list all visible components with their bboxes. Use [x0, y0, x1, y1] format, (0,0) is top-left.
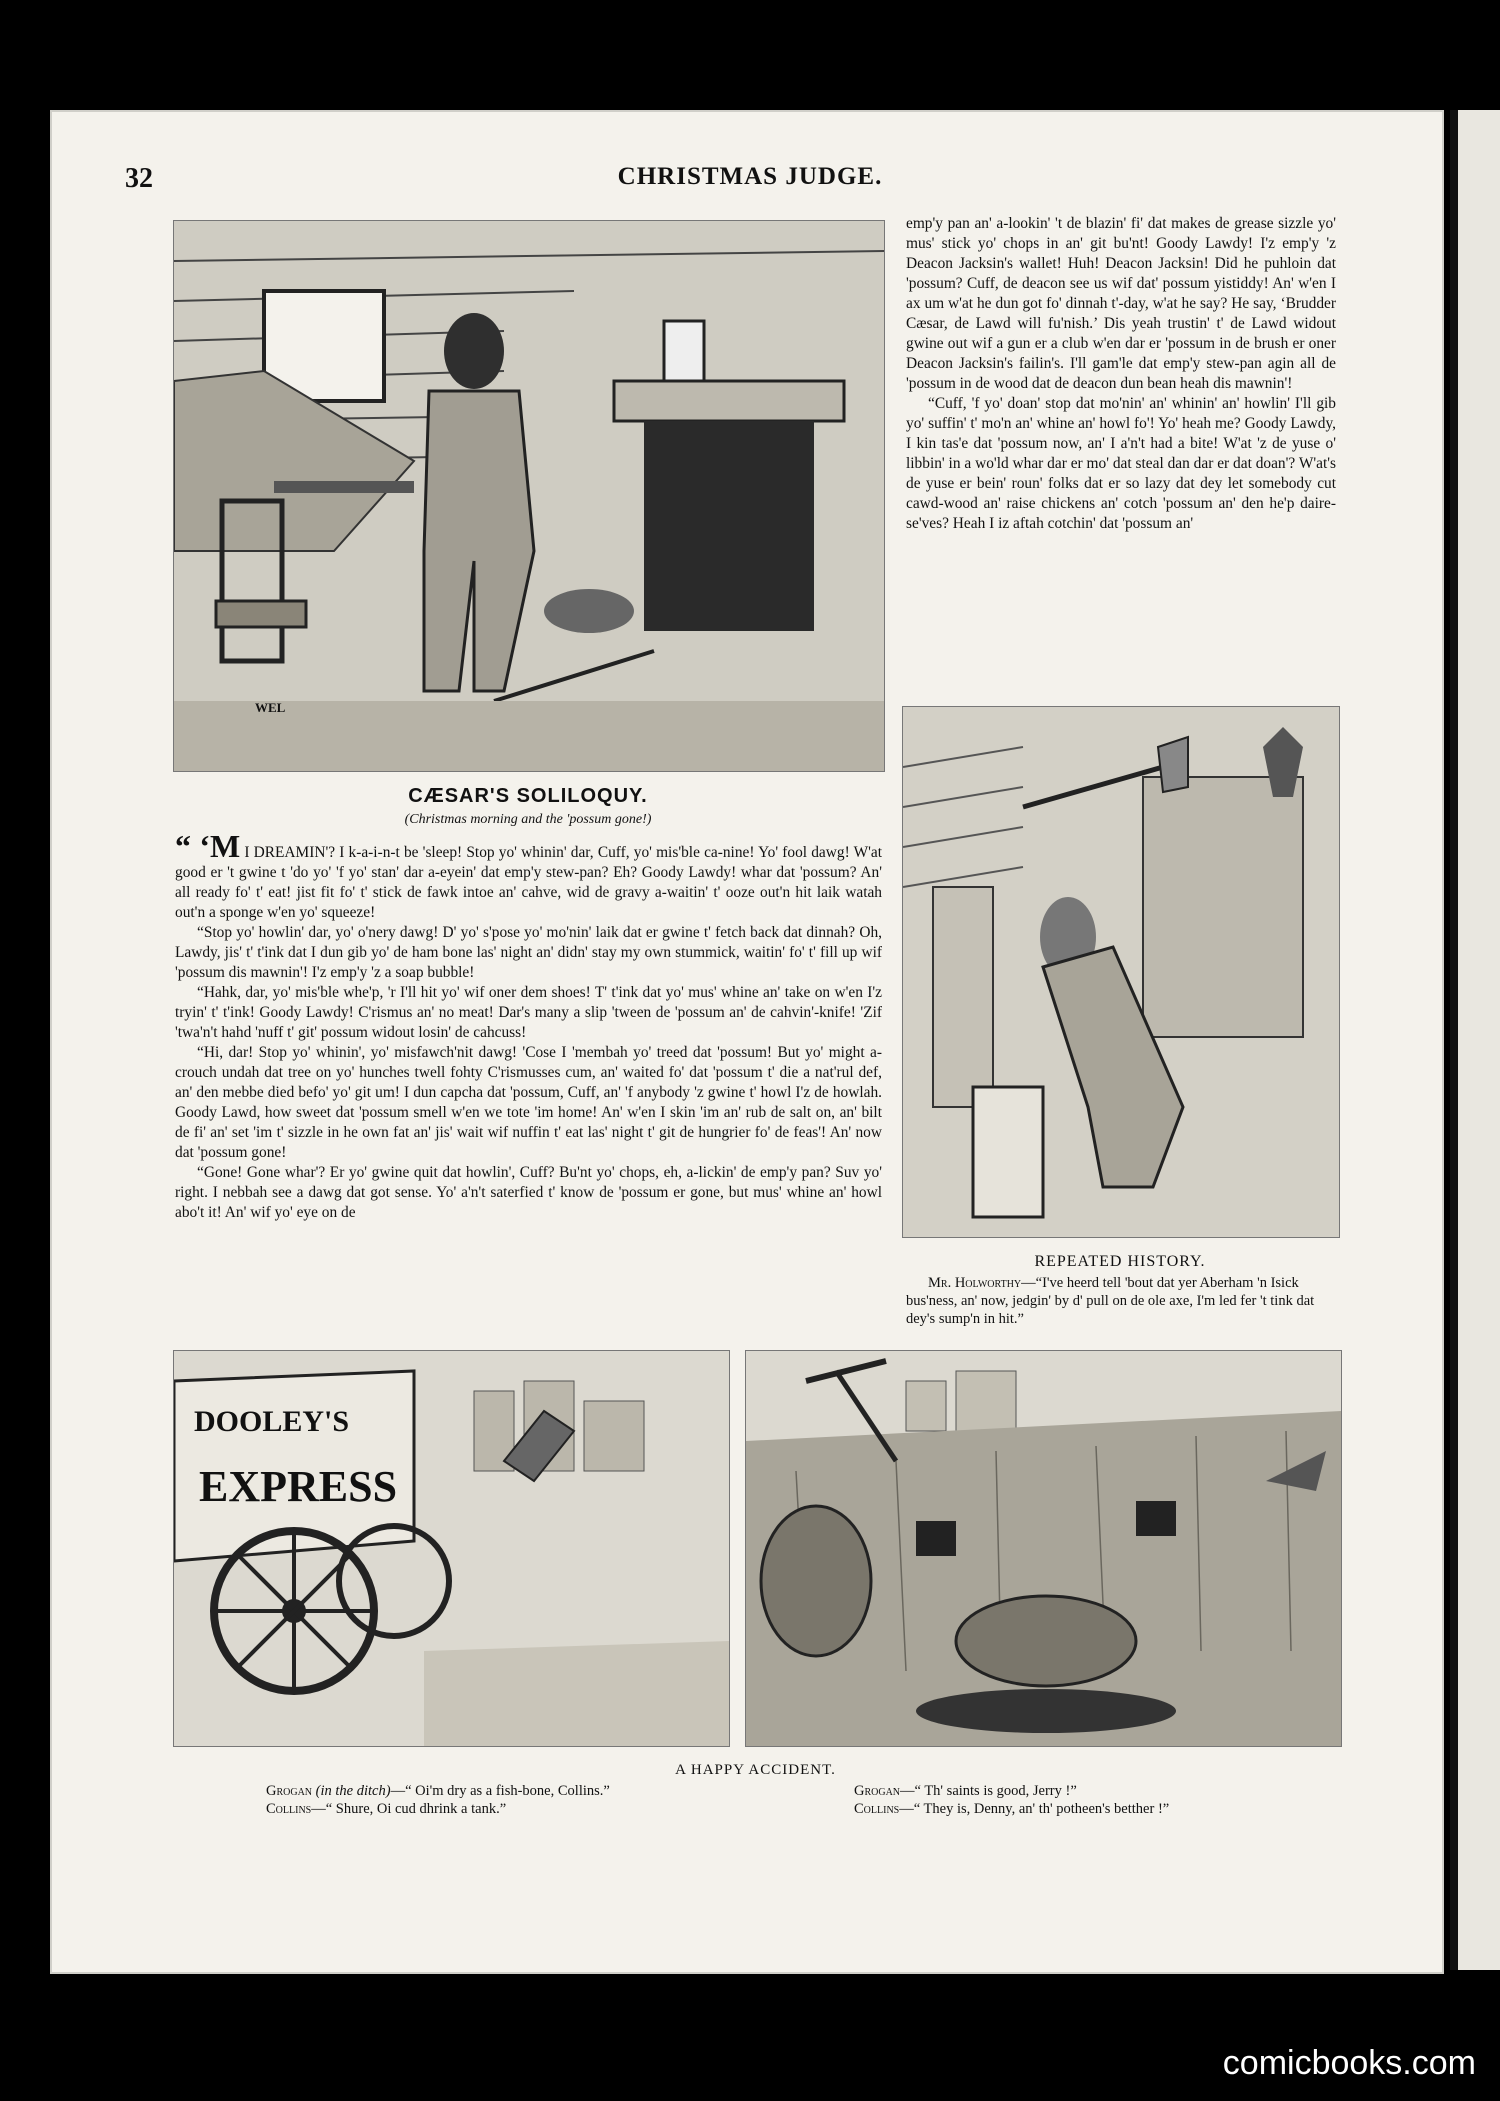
caption-right [854, 1782, 1334, 1818]
story-left-column [175, 828, 882, 1223]
dialogue-line: Collins—“ Shure, Oi cud dhrink a tank.” [266, 1801, 507, 1817]
dialogue-line: Grogan (in the ditch)—“ Oi'm dry as a fish-bone, Collins.” [266, 1783, 610, 1799]
repeated-history-caption: Mr. Holworthy—“I've heerd tell 'bout dat yer Aberham 'n Isick bus'ness, an' now, jedgin' by d' pull on de ole axe, I'm led fer 't tink dat dey's sump'n in hit.” [906, 1275, 1315, 1327]
repeated-history-title: REPEATED HISTORY. [1034, 1253, 1206, 1270]
page-number: 32 [125, 163, 153, 194]
wagon-sign-top: DOOLEY'S [194, 1405, 350, 1438]
story-paragraph: “Stop yo' howlin' dar, yo' o'nery dawg! D' yo' s'pose yo' mo'nin' laik dat er gwine t' fetch back dat dinnah? Oh, Lawdy, jis' t' t'ink dat I dun gib yo' de ham bone las' night an' didn' stay my own stummick, waitin' fo' t' fill up wif 'possum dis mawnin'! I'z emp'y 'z a soap bubble! [175, 924, 882, 981]
adjacent-page-edge [1450, 110, 1500, 1970]
story-title: CÆSAR'S SOLILOQUY. [408, 785, 648, 807]
ditch-illustration [745, 1350, 1342, 1747]
cabin-illustration [173, 220, 885, 772]
drop-cap: “ ‘M [175, 828, 241, 864]
story-subtitle: (Christmas morning and the 'possum gone!) [404, 812, 652, 827]
story-paragraph: “Hahk, dar, yo' mis'ble whe'p, 'r I'll hit yo' wif oner dem shoes! T' t'ink dat yo' mus' whine an' take on w'en I'z tryin' t' t'ink! Goody Lawdy! C'rismus an' no meat! Dar's many a slip 'tween de 'possum an' de cahvin'-knife! 'Zif 'twa'n't hahd 'nuff t' git' possum widout losin' de cahcuss! [175, 984, 882, 1041]
story-paragraph: “ ‘M I DREAMIN'? I k-a-i-n-t be 'sleep! Stop yo' whinin' dar, Cuff, yo' mis'ble ca-nine! Yo' fool dawg! W'at good er 't gwine t 'do yo' 'f yo' stan' dar a-eyein' dat emp'y stew-pan? Eh? Goody Lawdy! whar dat 'possum? An' all ready fo' t' eat! jist fit fo' t' stick de fawk intoe an' cahve, wid de gravy a-waitin' t' ooze out'n hit laik watah out'n a sponge w'en yo' squeeze! [175, 828, 882, 921]
woodchopper-illustration [902, 706, 1340, 1238]
happy-accident-title: A HAPPY ACCIDENT. [675, 1762, 836, 1778]
running-head: CHRISTMAS JUDGE. [617, 163, 883, 190]
express-wagon-illustration [173, 1350, 730, 1747]
artist-signature: WEL [255, 700, 286, 715]
caption-left [266, 1782, 826, 1818]
dialogue-line: Grogan—“ Th' saints is good, Jerry !” [854, 1783, 1077, 1799]
site-watermark: comicbooks.com [1222, 2044, 1476, 2082]
dialogue-line: Collins—“ They is, Denny, an' th' potheen's betther !” [854, 1801, 1170, 1817]
wagon-sign-bottom: EXPRESS [199, 1462, 398, 1511]
story-paragraph: emp'y pan an' a-lookin' 't de blazin' fi' dat makes de grease sizzle yo' mus' stick yo' chops in an' git bu'nt! Goody Lawdy! I'z emp'y 'z Deacon Jacksin's wallet! Huh! Deacon Jacksin! Did he puhloin dat 'possum? Cuff, de deacon see us wif dat' possum yistiddy! An' w'en I ax um w'at he dun got fo' dinnah t'-day, w'at he say? He say, ‘Brudder Cæsar, de Lawd will fu'nish.’ Dis yeah trustin' t' de Lawd widout gwine out wif a gun er a club w'en dar er 'possum in de brush er oner Deacon Jacksin's failin's. I'll gam'le dat emp'y stew-pan agin all de 'possum in de wood dat de deacon dun bean heah dis mawnin'! [906, 215, 1336, 392]
speaker-name: Mr. Holworthy [928, 1275, 1022, 1291]
story-paragraph: “Cuff, 'f yo' doan' stop dat mo'nin' an' whinin' an' howlin' I'll gib yo' suffin' t' mo'n an' whine an' howl fo'! Yo' heah me? Goody Lawdy, I kin tas'e dat 'possum now, an' I a'n't had a bite! W'at 'z de yuse o' libbin' in a wo'ld whar dar er mo' dat steal dan dar er dat doan'? W'at's de yuse er bein' roun' folks dat er so lazy dat dey let somebody cut cawd-wood an' raise chickens an' cotch 'possum an' den he'p daire-se'ves? Heah I iz aftah cotchin' dat 'possum an' [906, 395, 1336, 532]
story-right-column [906, 214, 1336, 534]
story-paragraph: “Hi, dar! Stop yo' whinin', yo' misfawch'nit dawg! 'Cose I 'membah yo' treed dat 'possum! But yo' might a-crouch undah dat tree on yo' hunches twell fohty C'rismusses cum, an' waited fo' dat 'possum t' die a nat'rul def, an' den mebbe died befo' yo' git um! I dun capcha dat 'possum, Cuff, an' 'f anybody 'z gwine t' howl I'z de howlah. Goody Lawd, how sweet dat 'possum smell w'en we tote 'im home! An' w'en I skin 'im an' rub de salt on, an' bilt de fi' an' set 'im t' sizzle in he own fat an' jis' wait wif nuffin t' eat las' night t' git de hungrier fo' de feas'! An' now dat 'possum gone! [175, 1044, 882, 1161]
story-paragraph: “Gone! Gone whar'? Er yo' gwine quit dat howlin', Cuff? Bu'nt yo' chops, eh, a-lickin' de emp'y pan? Suv yo' right. I nebbah see a dawg dat got sense. Yo' a'n't saterfied t' know de 'possum er gone, but mus' whine an' howl abo't it! An' wif yo' eye on de [175, 1164, 882, 1221]
